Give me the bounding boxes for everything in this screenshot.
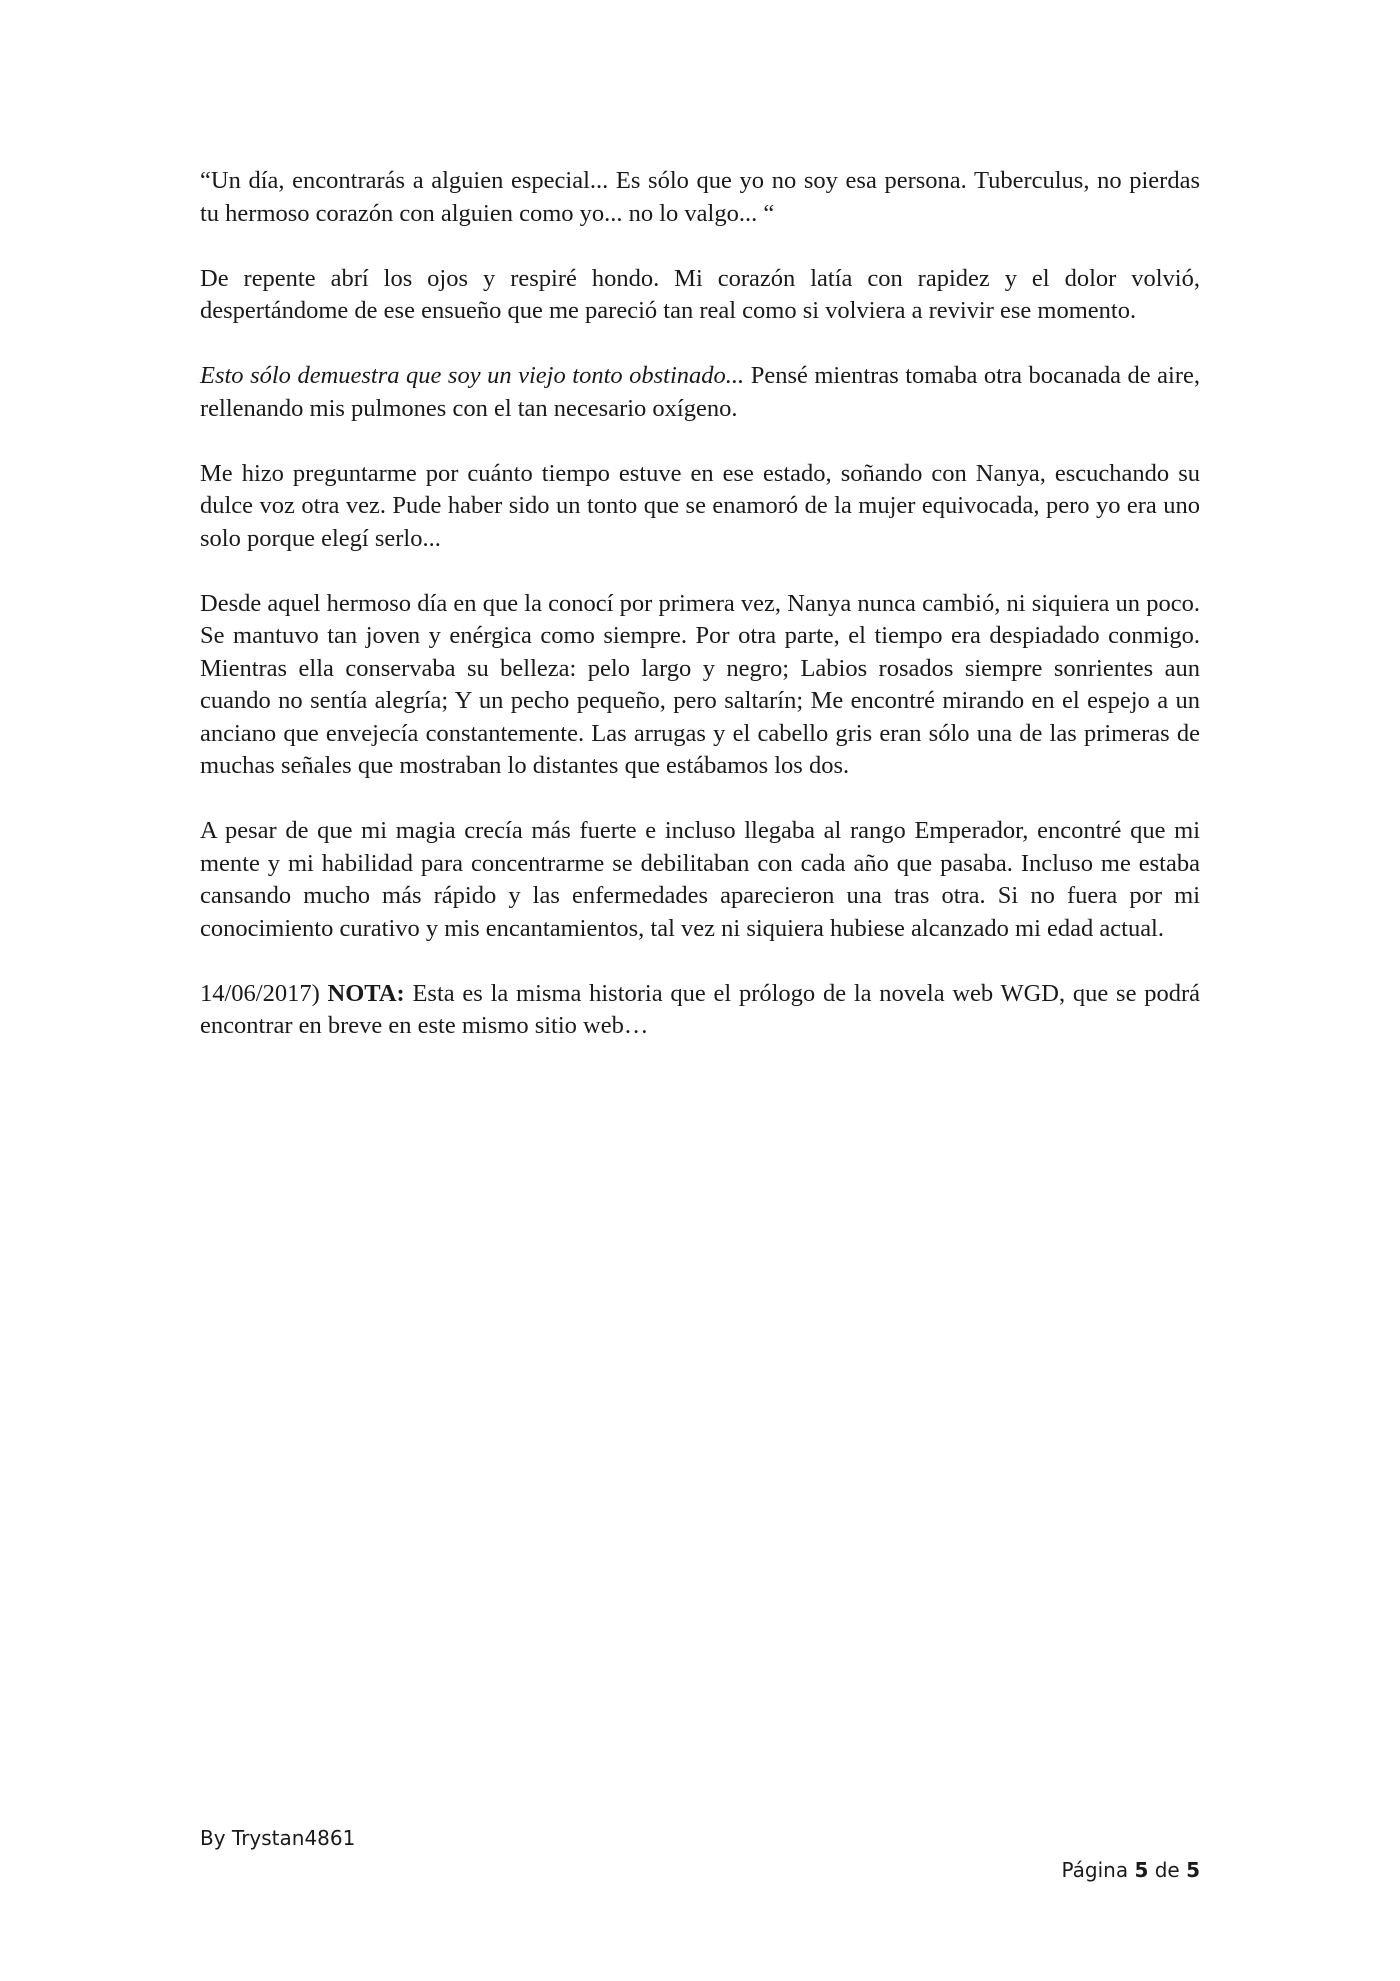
paragraph-1: “Un día, encontrarás a alguien especial... Es sólo que yo no soy esa persona. Tuberculus, no pierdas tu hermoso corazón con alguien como yo... no lo valgo... “ [200,167,1200,227]
document-body [200,165,1200,1075]
paragraph-3 [200,360,1200,425]
paragraph-2: De repente abrí los ojos y respiré hondo. Mi corazón latía con rapidez y el dolor volvió, despertándome de ese ensueño que me pareció tan real como si volviera a revivir ese momento. [200,264,1200,324]
page-number [1061,1858,1200,1882]
paragraph-3-italic-thought: Esto sólo demuestra que soy un viejo tonto obstinado... [200,362,745,389]
paragraph-5: Desde aquel hermoso día en que la conocí por primera vez, Nanya nunca cambió, ni siquiera un poco. Se mantuvo tan joven y enérgica como siempre. Por otra parte, el tiempo era despiadado conmigo. Mientras ella conservaba su belleza: pelo largo y negro; Labios rosados siempre sonrientes aun cuando no sentía alegría; Y un pecho pequeño, pero saltarín; Me encontré mirando en el espejo a un anciano que envejecía constantemente. Las arrugas y el cabello gris eran sólo una de las primeras de muchas señales que mostraban lo distantes que estábamos los dos. [200,589,1200,779]
note-date: 14/06/2017) [200,979,328,1007]
paragraph-6: A pesar de que mi magia crecía más fuerte e incluso llegaba al rango Emperador, encontré que mi mente y mi habilidad para concentrarme se debilitaban con cada año que pasaba. Incluso me estaba cansando mucho más rápido y las enfermedades aparecieron una tras otra. Si no fuera por mi conocimiento curativo y mis encantamientos, tal vez ni siquiera hubiese alcanzado mi edad actual. [200,817,1200,942]
page-number-prefix: Página [1061,1858,1135,1882]
paragraph-7-note [200,978,1200,1043]
page-number-separator: de [1148,1858,1187,1882]
footer-author: By Trystan4861 [200,1826,356,1850]
paragraph-4: Me hizo preguntarme por cuánto tiempo estuve en ese estado, soñando con Nanya, escuchando su dulce voz otra vez. Pude haber sido un tonto que se enamoró de la mujer equivocada, pero yo era uno solo porque elegí serlo... [200,459,1200,552]
note-label: NOTA: [327,979,405,1007]
page-number-current: 5 [1134,1858,1149,1882]
note-text: Esta es la misma historia que el prólogo de la novela web WGD, que se podrá encontrar en breve en este mismo sitio web… [200,979,1200,1039]
page-number-total: 5 [1186,1858,1200,1882]
paragraph-3-text: Pensé mientras tomaba otra bocanada de aire, rellenando mis pulmones con el tan necesario oxígeno. [200,362,1201,422]
